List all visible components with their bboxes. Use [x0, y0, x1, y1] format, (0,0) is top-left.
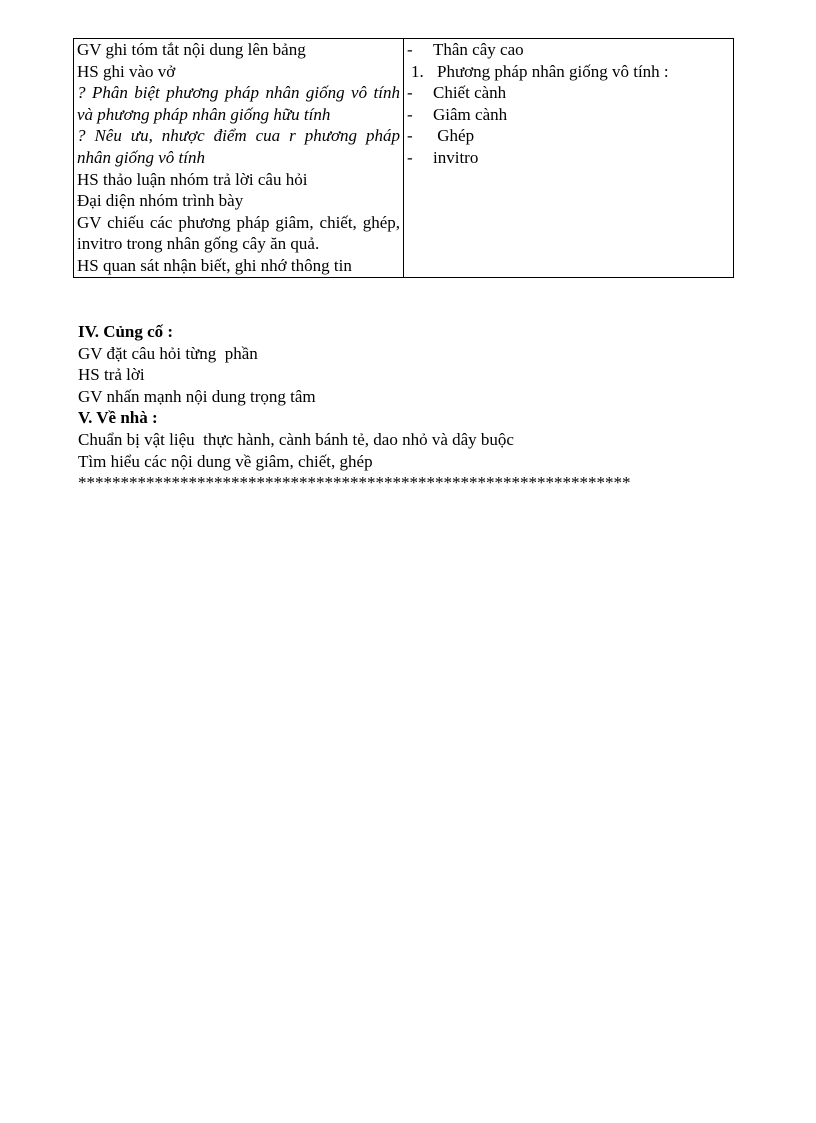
paragraph-line: Tìm hiểu các nội dung về giâm, chiết, ghép — [78, 451, 373, 471]
list-item — [407, 125, 730, 147]
list-marker: - — [407, 126, 413, 146]
activity-line: Đại diện nhóm trình bày — [77, 191, 244, 211]
question-line: ? Phân biệt phương pháp nhân giống vô tính và phương pháp nhân giống hữu tính — [77, 83, 400, 124]
list-item — [407, 39, 730, 61]
paragraph-line: GV nhấn mạnh nội dung trọng tâm — [78, 386, 316, 406]
list-item-text: Chiết cành — [433, 83, 507, 103]
list-item — [407, 147, 730, 169]
activity-line: GV chiếu các phương pháp giâm, chiết, ghép, invitro trong nhân gống cây ăn quả. — [77, 212, 400, 254]
content-cell — [404, 39, 734, 278]
list-item-text: Giâm cành — [433, 104, 508, 124]
list-marker: - — [407, 40, 413, 59]
question-line: ? Nêu ưu, nhược điểm cua r phương pháp nhân giống vô tính — [77, 126, 400, 167]
list-item-text: invitro — [433, 147, 479, 167]
section-heading-consolidation: IV. Củng cố : — [78, 322, 174, 341]
list-marker: - — [407, 147, 413, 167]
list-item-text: Ghép — [433, 126, 475, 146]
paragraph-line: GV đặt câu hỏi từng phần — [78, 343, 258, 363]
activity-line: HS quan sát nhận biết, ghi nhớ thông tin — [77, 255, 352, 275]
list-item — [407, 61, 730, 83]
table-row — [74, 39, 734, 278]
activity-line: HS thảo luận nhóm trả lời câu hỏi — [77, 169, 308, 189]
list-marker: 1. — [411, 61, 424, 81]
section-heading-homework: V. Về nhà : — [78, 408, 158, 428]
separator-line: ***************************************************************** — [78, 473, 631, 493]
list-item-text: Phương pháp nhân giống vô tính : — [437, 61, 669, 81]
teacher-student-activities-cell — [74, 39, 404, 278]
list-marker: - — [407, 104, 413, 124]
activity-line: HS ghi vào vở — [77, 61, 176, 81]
lesson-table — [73, 38, 734, 278]
list-marker: - — [407, 83, 413, 103]
list-item — [407, 104, 730, 126]
paragraph-line: HS trả lời — [78, 365, 145, 385]
list-item-text: Thân cây cao — [433, 40, 524, 59]
post-table-content — [78, 321, 738, 494]
activity-line: GV ghi tóm tắt nội dung lên bảng — [77, 40, 306, 59]
paragraph-line: Chuẩn bị vật liệu thực hành, cành bánh tẻ, dao nhỏ và dây buộc — [78, 429, 514, 449]
list-item — [407, 82, 730, 104]
